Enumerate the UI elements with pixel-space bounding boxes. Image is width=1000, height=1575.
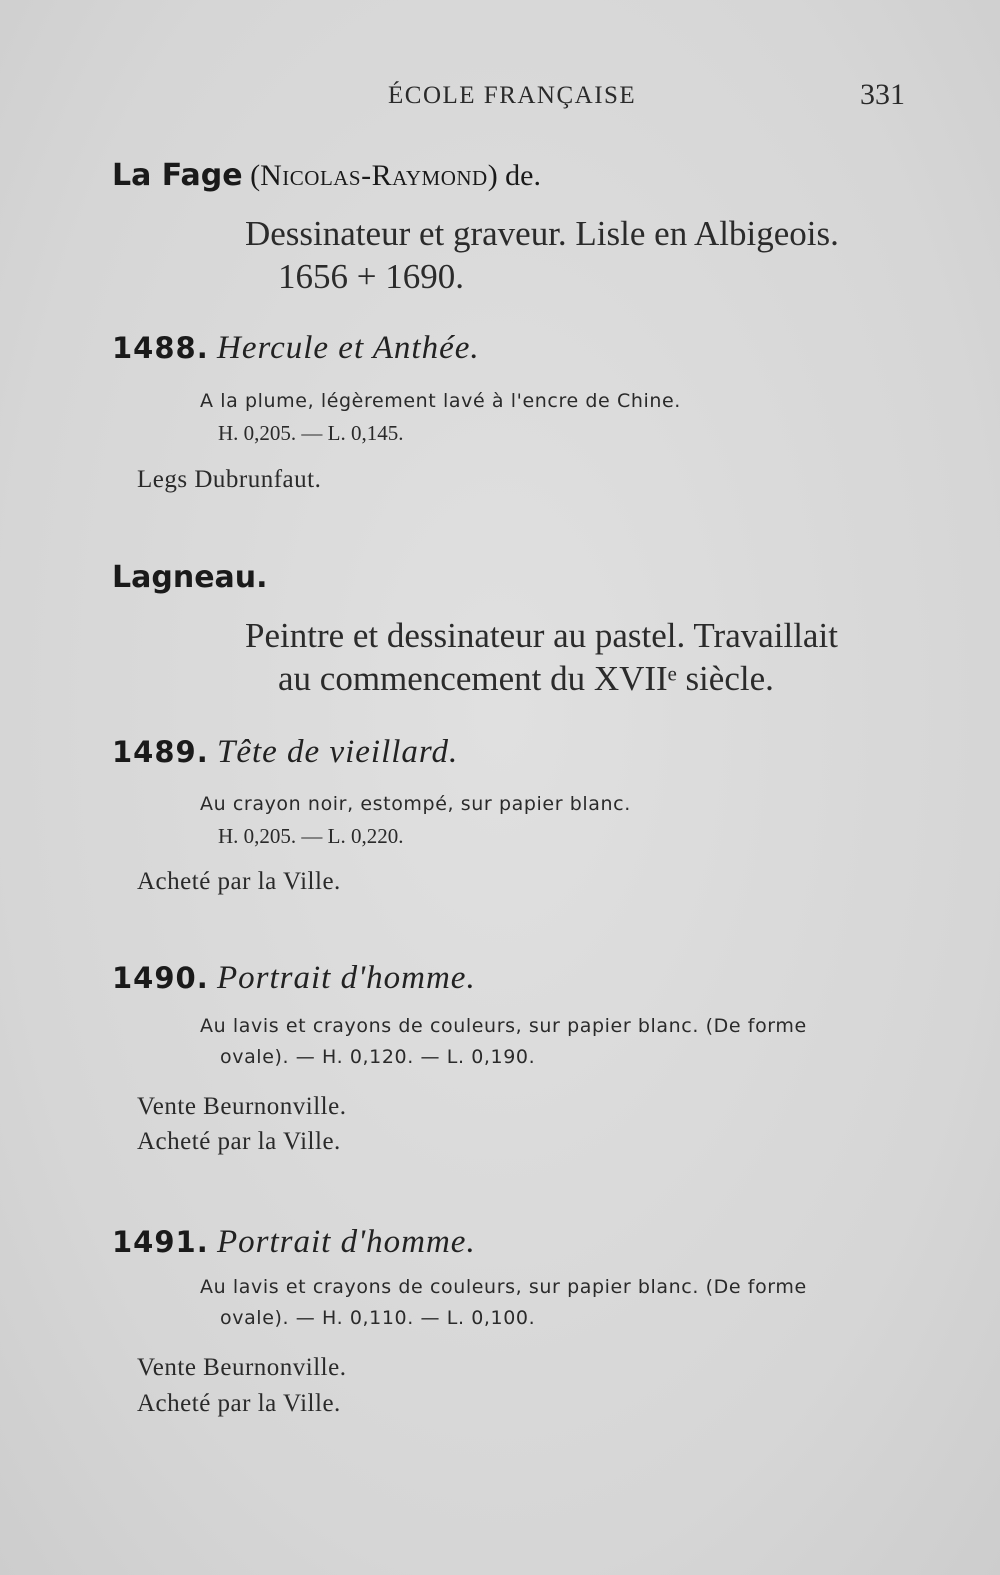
entry-provenance: Vente Beurnonville. — [137, 1354, 347, 1381]
entry-number: 1489. — [112, 735, 209, 769]
entry-description: Au lavis et crayons de couleurs, sur papier blanc. (De forme — [200, 1276, 807, 1298]
entry-description: ovale). — H. 0,120. — L. 0,190. — [220, 1046, 536, 1068]
entry-dimensions: H. 0,205. — L. 0,220. — [218, 824, 404, 848]
artist-name-close: ) de. — [487, 159, 541, 192]
entry-description: Au crayon noir, estompé, sur papier blanc. — [200, 793, 631, 815]
entry-dimensions: H. 0,205. — L. 0,145. — [218, 421, 404, 445]
entry-title: Portrait d'homme. — [216, 960, 476, 996]
catalogue-entry-heading — [112, 1224, 476, 1261]
catalogue-entry-heading — [112, 734, 458, 771]
artist-bio-line: 1656 + 1690. — [278, 257, 464, 296]
entry-title: Portrait d'homme. — [216, 1224, 476, 1260]
artist-forenames: Nicolas-Raymond — [260, 159, 488, 192]
entry-title: Hercule et Anthée. — [216, 330, 480, 366]
entry-number: 1488. — [112, 331, 209, 365]
artist-bio-line: Dessinateur et graveur. Lisle en Albigeois. — [245, 214, 839, 253]
page-number: 331 — [860, 78, 905, 111]
entry-title: Tête de vieillard. — [216, 734, 459, 770]
running-head: ÉCOLE FRANÇAISE — [388, 82, 637, 109]
entry-provenance: Vente Beurnonville. — [137, 1093, 347, 1120]
entry-description: Au lavis et crayons de couleurs, sur papier blanc. (De forme — [200, 1015, 807, 1037]
artist-surname: Lagneau. — [112, 560, 268, 595]
artist-surname: La Fage — [112, 158, 243, 193]
catalogue-entry-heading — [112, 960, 476, 997]
entry-provenance: Acheté par la Ville. — [137, 1128, 341, 1155]
entry-provenance: Legs Dubrunfaut. — [137, 466, 322, 493]
entry-provenance: Acheté par la Ville. — [137, 1390, 341, 1417]
catalogue-entry-heading — [112, 330, 480, 367]
artist-bio-line: au commencement du XVIIᵉ siècle. — [278, 659, 774, 698]
entry-number: 1490. — [112, 961, 209, 995]
entry-description: ovale). — H. 0,110. — L. 0,100. — [220, 1307, 536, 1329]
artist-name-open: ( — [242, 159, 261, 192]
artist-heading — [112, 560, 268, 595]
entry-description: A la plume, légèrement lavé à l'encre de Chine. — [200, 390, 681, 412]
entry-number: 1491. — [112, 1225, 209, 1259]
entry-provenance: Acheté par la Ville. — [137, 868, 341, 895]
artist-heading — [112, 158, 541, 193]
artist-bio-line: Peintre et dessinateur au pastel. Travaillait — [245, 616, 838, 655]
